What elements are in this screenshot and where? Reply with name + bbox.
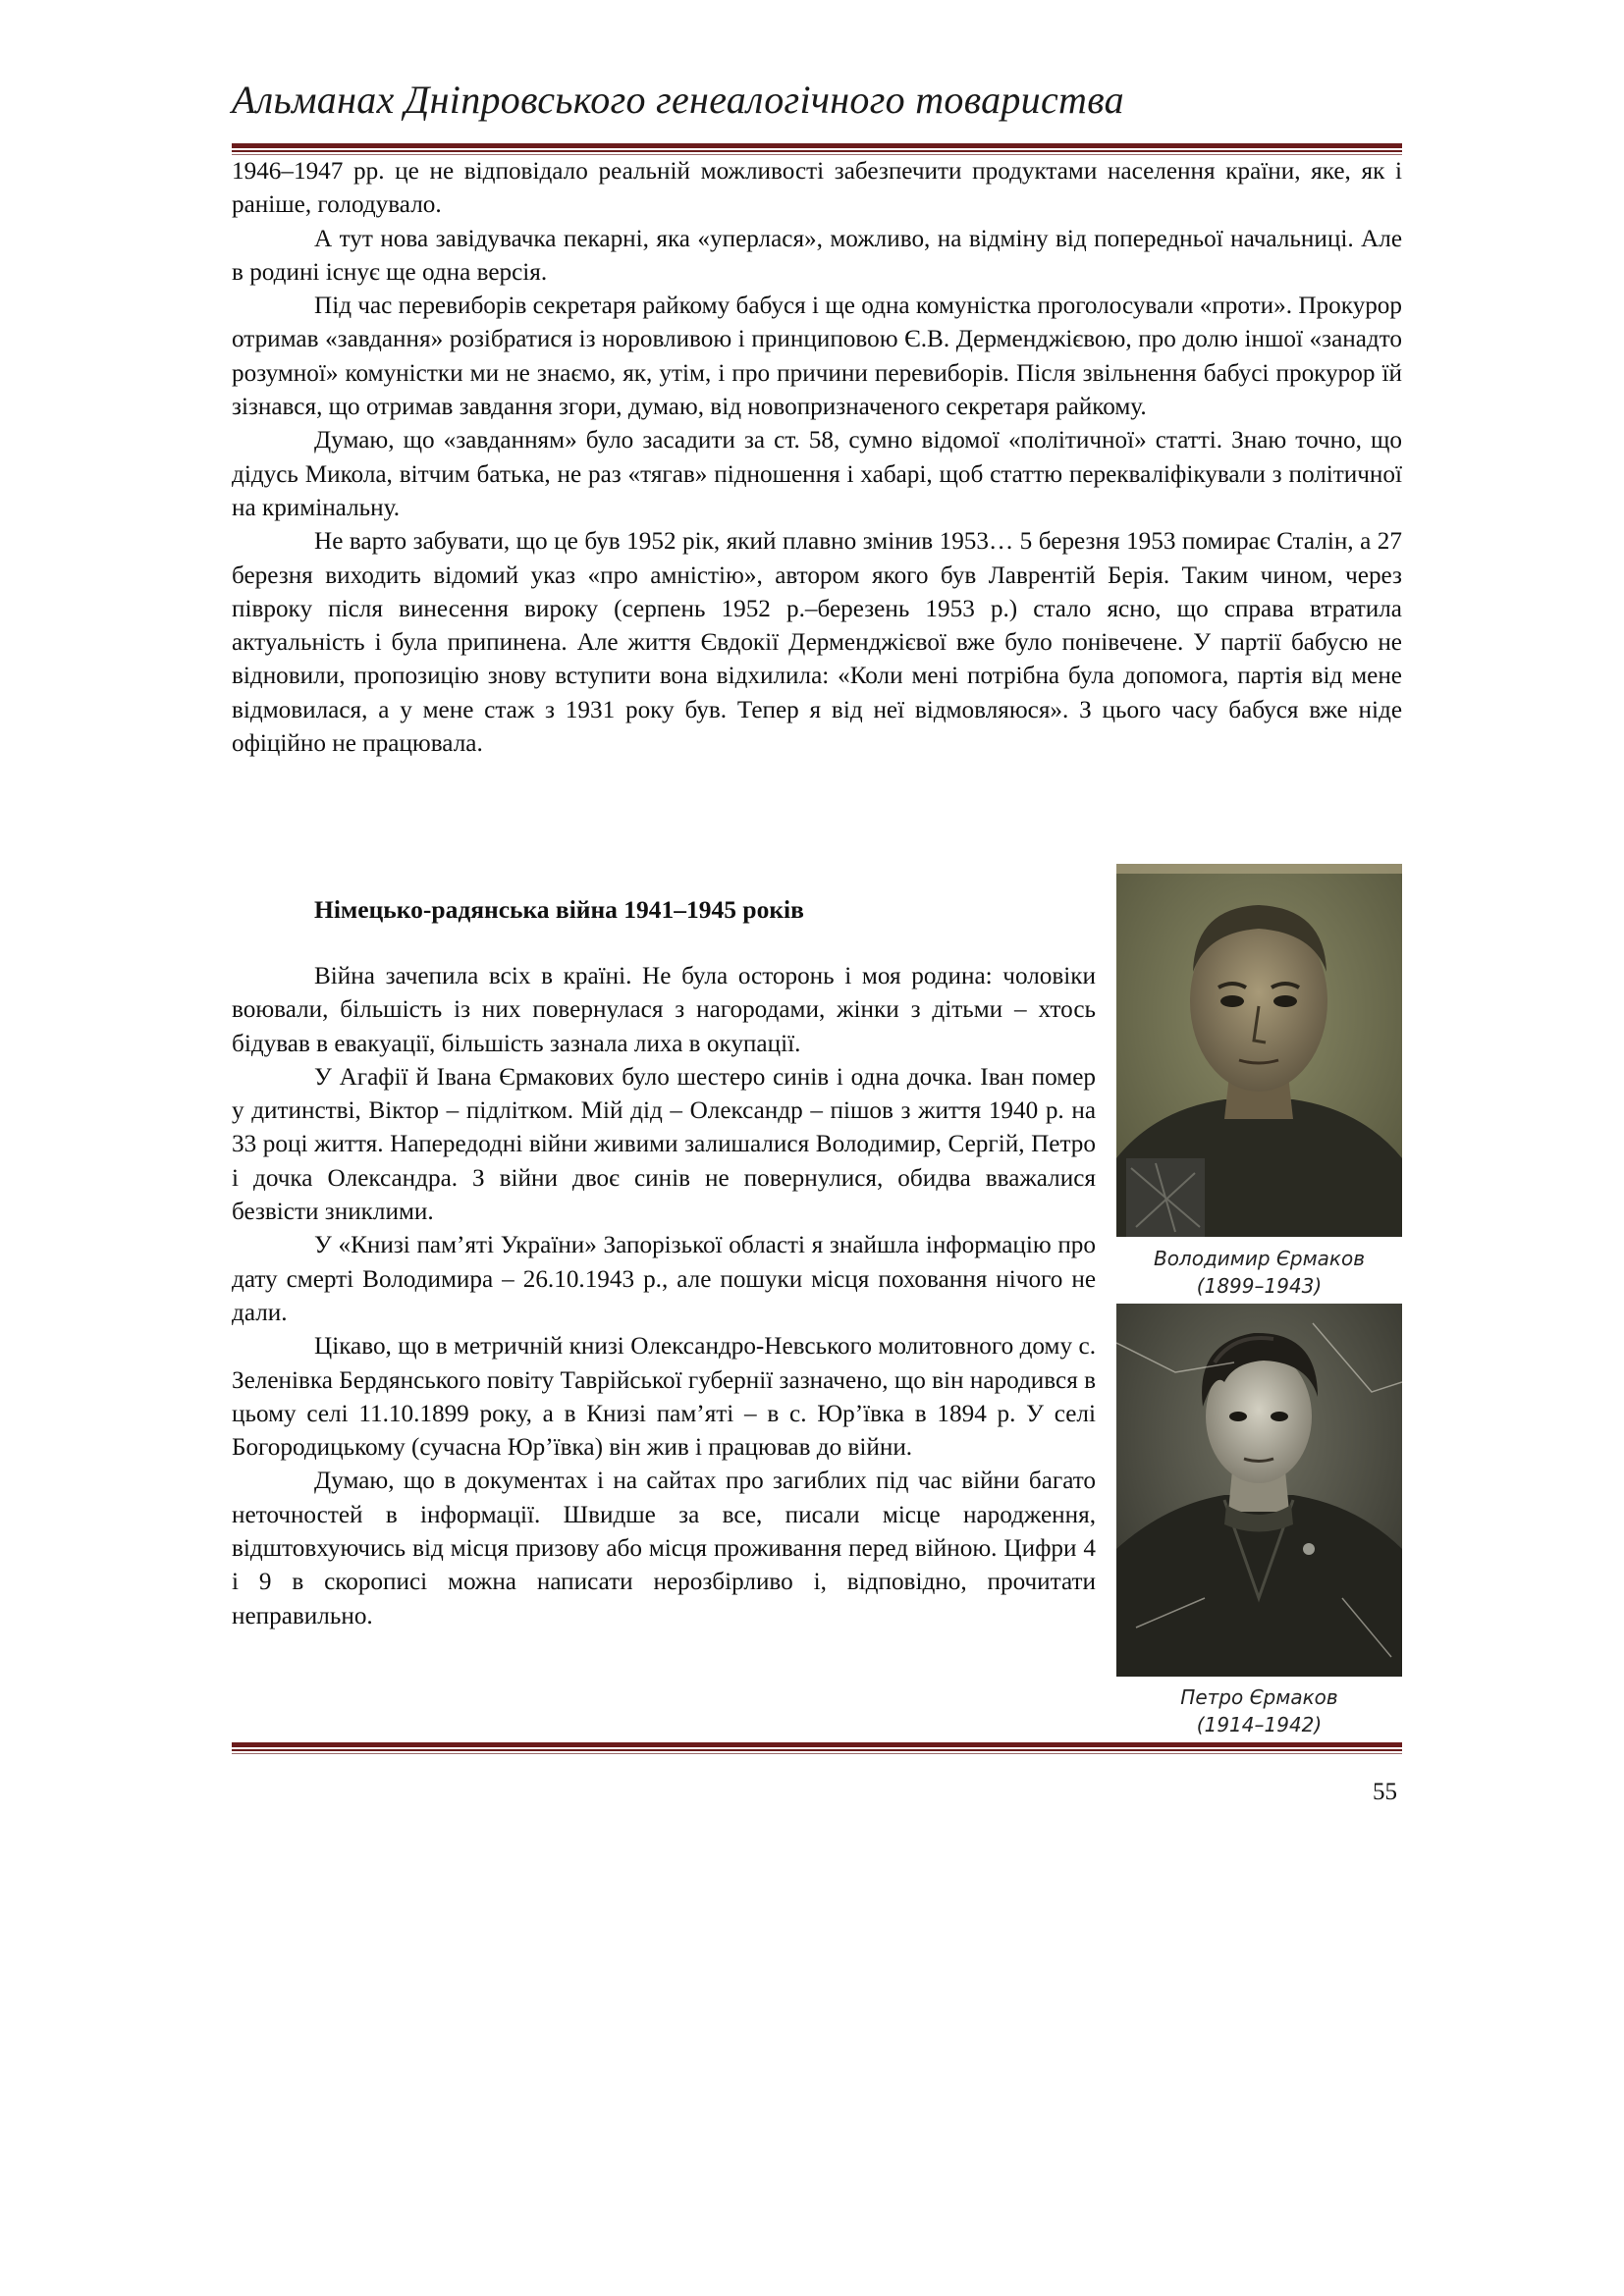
paragraph: У Агафії й Івана Єрмакових було шестеро синів і одна дочка. Іван помер у дитинстві, Віктор – підлітком. Мій дід – Олександр – пішов з життя 1940 р. на 33 році життя. Напередодні війни живими залишалися Володимир, Сергій, Петро і дочка Олександра. З війни двоє синів не повернулися, обидва вважалися безвісти зниклими.	[232, 1063, 1096, 1226]
paragraph: Війна зачепила всіх в країні. Не була осторонь і моя родина: чоловіки воювали, більшість із них повернулася з нагородами, жінки з дітьми – хтось бідував в евакуації, більшість зазнала лиха в окупації.	[232, 963, 1096, 1057]
section-heading: Німецько-радянська війна 1941–1945 років	[314, 895, 804, 924]
caption-name: Володимир Єрмаков	[1153, 1247, 1366, 1270]
paragraph: А тут нова завідувачка пекарні, яка «уперлася», можливо, на відміну від попередньої начальниці. Але в родині існує ще одна версія.	[232, 225, 1402, 286]
paragraph: У «Книзі пам’яті України» Запорізької області я знайшла інформацію про дату смерті Володимира – 26.10.1943 р., але пошуки місця поховання нічого не дали.	[232, 1232, 1096, 1326]
paragraph: Не варто забувати, що це був 1952 рік, який плавно змінив 1953… 5 березня 1953 помирає Сталін, а 27 березня виходить відомий указ «про амністію», автором якого був Лаврентій Берія. Таким чином, через півроку після винесення вироку (серпень 1952 р.–березень 1953 р.) стало ясно, що справа втратила актуальність і була припинена. Але життя Євдокії Дерменджієвої вже було понівечене. У партії бабусю не відновили, пропозицію знову вступити вона відхилила: «Коли мені потрібна була допомога, партія від мене відмовилася, а у мене стаж з 1931 року був. Тепер я від неї відмовляюся». З цього часу бабуся вже ніде офіційно не працювала.	[232, 528, 1402, 758]
paragraph: Під час перевиборів секретаря райкому бабуся і ще одна комуністка проголосували «проти». Прокурор отримав «завдання» розібратися із норовливою і принциповою Є.В. Дерменджієвою, про долю іншої «занадто розумної» комуністки ми не знаємо, як, утім, і про причини перевиборів. Після звільнення бабусі прокурор їй зізнався, що отримав завдання згори, думаю, від новопризначеного секретаря райкому.	[232, 293, 1402, 421]
photo-caption-volodymyr	[1116, 1245, 1402, 1300]
paragraph: Думаю, що «завданням» було засадити за ст. 58, сумно відомої «політичної» статті. Знаю точно, що дідусь Микола, вітчим батька, не раз «тягав» підношення і хабарі, щоб статтю перекваліфікували з політичної на кримінальну.	[232, 427, 1402, 521]
footer-rule	[232, 1742, 1402, 1754]
photo-caption-petro	[1116, 1683, 1402, 1738]
body-text-section	[232, 960, 1096, 1633]
paragraph: Думаю, що в документах і на сайтах про загиблих під час війни багато неточностей в інформації. Швидше за все, писали місце народження, відштовхуючись від місця призову або місця проживання перед війною. Цифри 4 і 9 в скорописі можна написати нерозбірливо і, відповідно, прочитати неправильно.	[232, 1468, 1096, 1629]
running-title: Альманах Дніпровського генеалогічного товариства	[232, 78, 1124, 122]
portrait-photo-petro	[1116, 1304, 1402, 1677]
header-rule	[232, 143, 1402, 155]
portrait-photo-volodymyr	[1116, 864, 1402, 1237]
caption-years: (1914–1942)	[1196, 1713, 1323, 1736]
page-number: 55	[1373, 1779, 1397, 1805]
paragraph: Цікаво, що в метричній книзі Олександро-Невського молитовного дому с. Зеленівка Бердянського повіту Таврійської губернії зазначено, що він народився в цьому селі 11.10.1899 року, а в Книзі пам’яті – в с. Юр’ївка в 1894 р. У селі Богородицькому (сучасна Юр’ївка) він жив і працював до війни.	[232, 1333, 1096, 1462]
body-text-top	[232, 155, 1402, 761]
paragraph: 1946–1947 рр. це не відповідало реальній можливості забезпечити продуктами населення країни, яке, як і раніше, голодувало.	[232, 158, 1402, 219]
caption-years: (1899–1943)	[1196, 1274, 1323, 1298]
caption-name: Петро Єрмаков	[1180, 1685, 1338, 1709]
